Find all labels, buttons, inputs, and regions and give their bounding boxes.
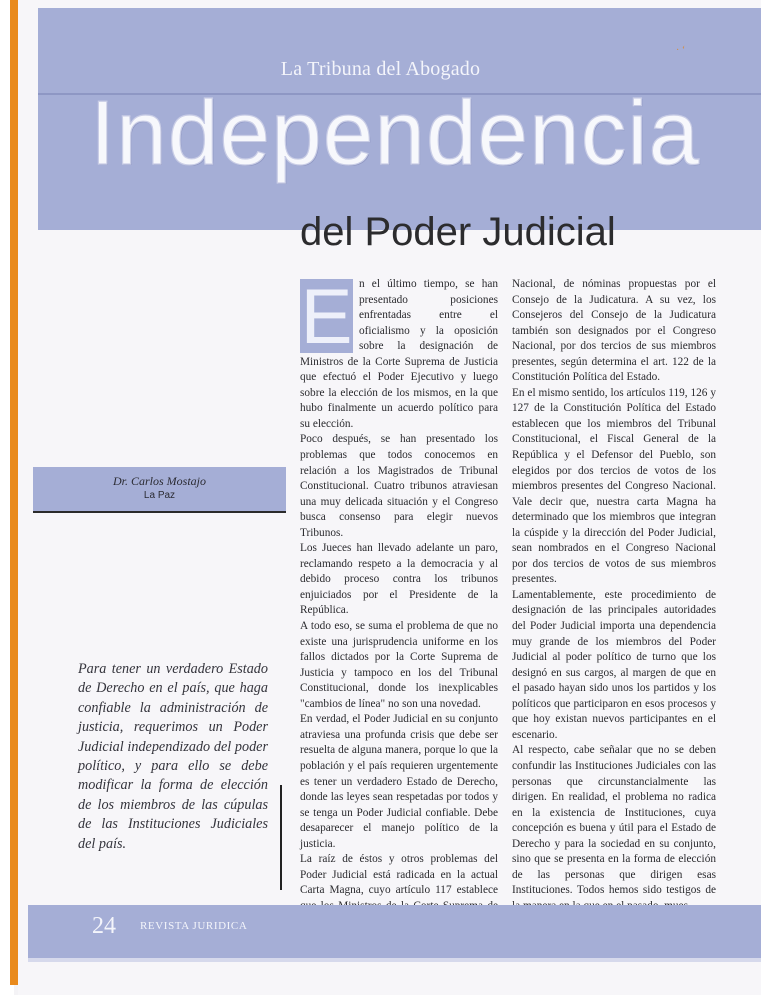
footer-band xyxy=(28,905,761,960)
paragraph: A todo eso, se suma el problema de que no existe una jurisprudencia uniforme en los fallos dictados por la Corte Suprema de Justicia y tampoco en los del Tribunal Constitucional, donde los inexplicables "cambios de línea" no son una novedad. xyxy=(300,620,498,710)
article-subtitle: del Poder Judicial xyxy=(300,210,616,254)
footer-rule xyxy=(28,958,761,962)
article-column-1 xyxy=(300,272,498,946)
paragraph: Los Jueces han llevado adelante un paro, reclamando respeto a la democracia y al debido proceso contra los tribunos enjuiciados por el Presidente de la República. xyxy=(300,542,498,617)
paragraph: Lamentablemente, este procedimiento de designación de las principales autoridades del Poder Judicial importa una dependencia muy grande de los miembros del Poder Judicial al poder político de turno que los designó en sus cargos, al margen de que en el pasado hayan sido unos los partidos y los políticos que participaron en esos procesos y que hoy existan nuevos participantes en el escenario. xyxy=(512,588,716,741)
paragraph: En verdad, el Poder Judicial en su conjunto atraviesa una profunda crisis que debe ser resuelta de alguna manera, porque lo que la población y el país requieren urgentemente es tener un verdadero Estado de Derecho, donde las leyes sean respetadas por todos y se tenga un Poder Judicial confiable. Debe desaparecer el manejo político de la justicia. xyxy=(300,713,498,850)
article-title: Independencia xyxy=(90,83,701,184)
quote-rule xyxy=(280,785,282,890)
print-speck: · ‘ xyxy=(676,45,686,56)
paragraph: n el último tiempo, se han presentado posiciones enfrentadas entre el oficialismo y la oposición sobre la designación de Ministros de la Corte Suprema de Justicia que efectuó el Poder Ejecutivo y luego sobre la elección de los mismos, en la que hubo finalmente un acuerdo político para su elección. xyxy=(300,278,498,430)
author-box xyxy=(33,467,286,513)
pull-quote: Para tener un verdadero Estado de Derecho en el país, que haga confiable la administración de justicia, requerimos un Poder Judicial independizado del poder político, y para ello se debe modificar la forma de elección de los miembros de las cúpulas de las Instituciones Judiciales del país. xyxy=(78,661,268,852)
author-name: Dr. Carlos Mostajo xyxy=(112,474,207,488)
article-column-2 xyxy=(512,277,716,914)
paragraph: Al respecto, cabe señalar que no se deben confundir las Instituciones Judiciales con las personas que circunstancialmente las dirigen. En realidad, el problema no radica en la existencia de Instituciones, cuya concepción es buena y útil para el Estado de Derecho y para la sociedad en su conjunto, sino que se presenta en la forma de elección de las personas que dirigen esas Instituciones. Todos hemos sido testigos de xyxy=(512,744,716,897)
paragraph: Nacional, de nóminas propuestas por el Consejo de la Judicatura. A su vez, los Consejeros del Consejo de la Judicatura también son designados por el Congreso Nacional, por dos tercios de sus miembros presentes, según determina el art. 122 de la Constitución Política del Estado. xyxy=(512,278,716,384)
paragraph: La raíz de éstos y otros problemas del Poder Judicial está radicada en la actual Carta Magna, cuyo artículo 117 establece xyxy=(300,853,498,897)
magazine-name: REVISTA JURIDICA xyxy=(140,920,248,932)
drop-cap: E xyxy=(300,272,353,360)
orange-page-edge xyxy=(10,0,18,985)
section-label: La Tribuna del Abogado xyxy=(280,58,481,80)
page-number: 24 xyxy=(92,913,116,939)
paragraph: Poco después, se han presentado los problemas que todos conocemos en relación a los Magistrados de Tribunal Constitucional. Cuatro tribunos atraviesan una muy delicada situación y el Congreso busca consenso para elegir nuevos Tribunos. xyxy=(300,433,498,539)
author-city: La Paz xyxy=(143,490,176,501)
paragraph: En el mismo sentido, los artículos 119, 126 y 127 de la Constitución Política del Estado establecen que los miembros del Tribunal Constitucional, el Fiscal General de la República y el Defensor del Pueblo, son elegidos por dos tercios de votos de los miembros presentes del Congreso Nacional. Vale decir que, nuestra carta Magna ha determinado que los miembros que integran la cúspide y la dirección del Poder Judicial, sean nombrados en el Congreso Nacional por dos tercios de votos de sus miembros presentes. xyxy=(512,386,716,586)
